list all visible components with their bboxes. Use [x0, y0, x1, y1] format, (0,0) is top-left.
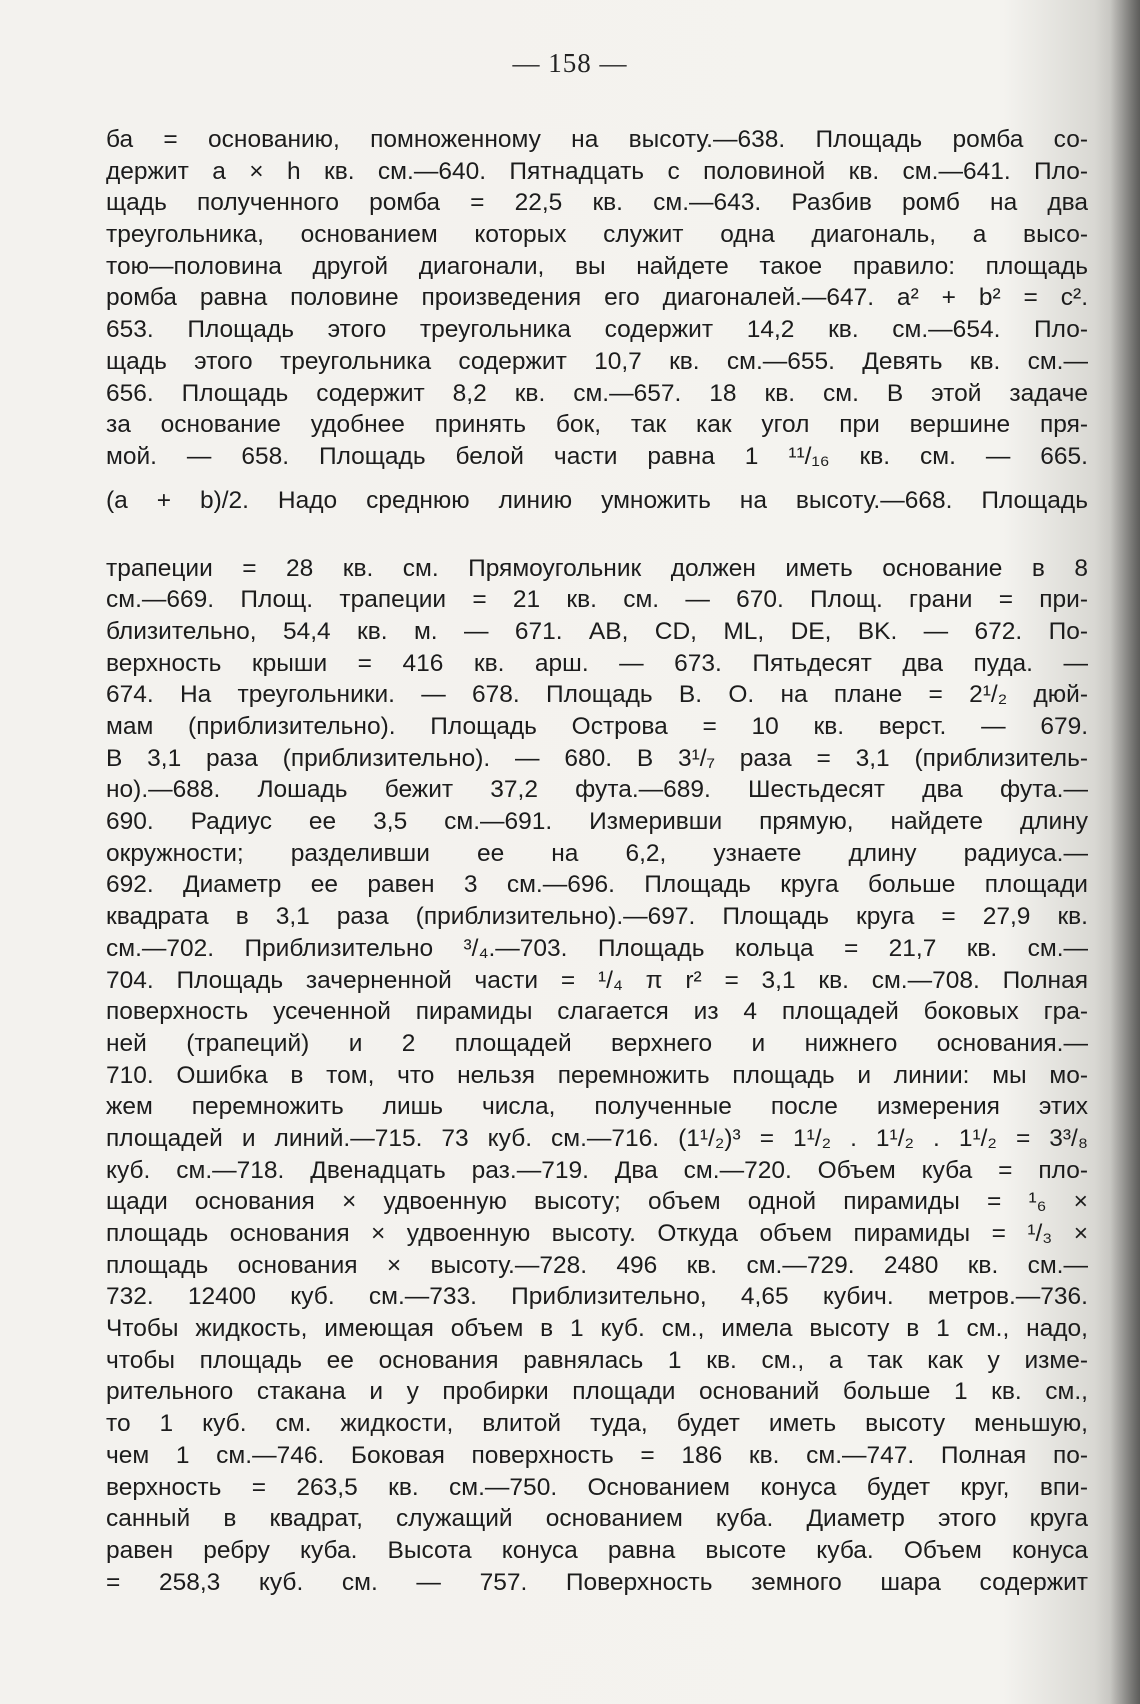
text-line-with-fraction: (a + b)/2. Надо среднюю линию умножить на высоту.—668. Площадь: [106, 486, 1088, 514]
text-line: поверхность усеченной пирамиды слагается из 4 площадей боковых гра-: [106, 998, 1088, 1026]
text-line: В 3,1 раза (приблизительно). — 680. В 3¹/₇ раза = 3,1 (приблизитель-: [106, 744, 1088, 772]
text-line: площадей и линий.—715. 73 куб. см.—716. (1¹/₂)³ = 1¹/₂ . 1¹/₂ . 1¹/₂ = 3³/₈: [106, 1124, 1088, 1152]
text-line: щадь этого треугольника содержит 10,7 кв. см.—655. Девять кв. см.—: [106, 347, 1088, 375]
text-line: см.—669. Площ. трапеции = 21 кв. см. — 670. Площ. грани = при-: [106, 586, 1088, 614]
text-line: близительно, 54,4 кв. м. — 671. AB, CD, ML, DE, BK. — 672. По-: [106, 617, 1088, 645]
text-line: ромба равна половине произведения его диагоналей.—647. a² + b² = c².: [106, 284, 1088, 312]
text-line: мой. — 658. Площадь белой части равна 1 ¹¹/₁₆ кв. см. — 665.: [106, 442, 1088, 470]
text-line: верхность = 263,5 кв. см.—750. Основанием конуса будет круг, впи-: [106, 1473, 1088, 1501]
text-line: жем перемножить лишь числа, полученные после измерения этих: [106, 1093, 1088, 1121]
text-line: трапеции = 28 кв. см. Прямоугольник должен иметь основание в 8: [106, 554, 1088, 582]
text-line: = 258,3 куб. см. — 757. Поверхность земного шара содержит: [106, 1568, 1088, 1596]
text-line: треугольника, основанием которых служит одна диагональ, а высо-: [106, 221, 1088, 249]
text-line: чем 1 см.—746. Боковая поверхность = 186 кв. см.—747. Полная по-: [106, 1441, 1088, 1469]
text-line: 710. Ошибка в том, что нельзя перемножить площадь и линии: мы мо-: [106, 1061, 1088, 1089]
text-line: 653. Площадь этого треугольника содержит 14,2 кв. см.—654. Пло-: [106, 316, 1088, 344]
text-line: 674. На треугольники. — 678. Площадь В. О. на плане = 2¹/₂ дюй-: [106, 681, 1088, 709]
text-line: см.—702. Приблизительно ³/₄.—703. Площадь кольца = 21,7 кв. см.—: [106, 934, 1088, 962]
page-number: — 158 —: [512, 48, 628, 78]
text-line: Чтобы жидкость, имеющая объем в 1 куб. см., имела высоту в 1 см., надо,: [106, 1315, 1088, 1343]
text-line: равен ребру куба. Высота конуса равна высоте куба. Объем конуса: [106, 1536, 1088, 1564]
text-line: ба = основанию, помноженному на высоту.—638. Площадь ромба со-: [106, 126, 1088, 153]
text-line: ней (трапеций) и 2 площадей верхнего и нижнего основания.—: [106, 1029, 1088, 1057]
text-line: но).—688. Лошадь бежит 37,2 фута.—689. Шестьдесят два фута.—: [106, 776, 1088, 804]
text-line: мам (приблизительно). Площадь Острова = 10 кв. верст. — 679.: [106, 713, 1088, 740]
text-line: тою—половина другой диагонали, вы найдете такое правило: площадь: [106, 252, 1088, 280]
text-line: куб. см.—718. Двенадцать раз.—719. Два см.—720. Объем куба = пло-: [106, 1156, 1088, 1184]
text-line: 692. Диаметр ее равен 3 см.—696. Площадь круга больше площади: [106, 871, 1088, 899]
text-line: 704. Площадь зачерненной части = ¹/₄ π r² = 3,1 кв. см.—708. Полная: [106, 966, 1088, 994]
text-line: за основание удобнее принять бок, так как угол при вершине пря-: [106, 411, 1088, 439]
text-line: щадь полученного ромба = 22,5 кв. см.—643. Разбив ромб на два: [106, 189, 1088, 217]
text-line: 690. Радиус ее 3,5 см.—691. Измеривши прямую, найдете длину: [106, 808, 1088, 836]
text-line: 656. Площадь содержит 8,2 кв. см.—657. 18 кв. см. В этой задаче: [106, 379, 1088, 407]
text-line: санный в квадрат, служащий основанием куба. Диаметр этого круга: [106, 1505, 1088, 1533]
text-line: окружности; разделивши ее на 6,2, узнаете длину радиуса.—: [106, 839, 1088, 867]
page-spine-shadow: [1110, 0, 1140, 1704]
text-line: 732. 12400 куб. см.—733. Приблизительно, 4,65 кубич. метров.—736.: [106, 1283, 1088, 1311]
text-line: щади основания × удвоенную высоту; объем одной пирамиды = ¹₆ ×: [106, 1188, 1088, 1216]
text-line: то 1 куб. см. жидкости, влитой туда, будет иметь высоту меньшую,: [106, 1410, 1088, 1438]
text-line: площадь основания × удвоенную высоту. Откуда объем пирамиды = ¹/₃ ×: [106, 1220, 1088, 1247]
text-line: верхность крыши = 416 кв. арш. — 673. Пятьдесят два пуда. —: [106, 649, 1088, 677]
answers-text-block: [106, 124, 1088, 1598]
text-line: рительного стакана и у пробирки площади оснований больше 1 кв. см.,: [106, 1378, 1088, 1406]
text-line: держит a × h кв. см.—640. Пятнадцать с половиной кв. см.—641. Пло-: [106, 157, 1088, 185]
text-line: площадь основания × высоту.—728. 496 кв. см.—729. 2480 кв. см.—: [106, 1251, 1088, 1279]
text-line: квадрата в 3,1 раза (приблизительно).—697. Площадь круга = 27,9 кв.: [106, 903, 1088, 931]
text-line: чтобы площадь ее основания равнялась 1 кв. см., а так как у изме-: [106, 1346, 1088, 1374]
